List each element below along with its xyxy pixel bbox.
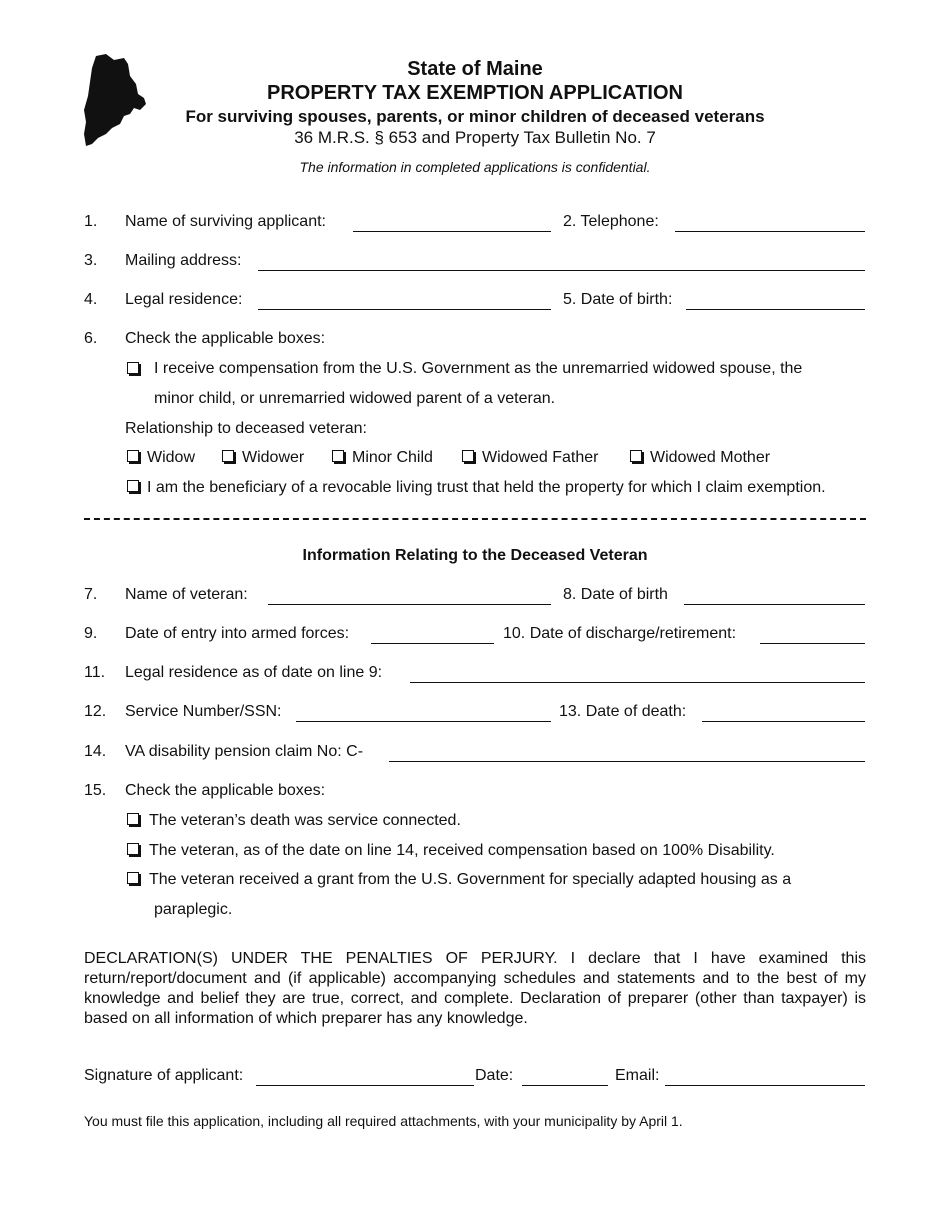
trust-checkbox[interactable] [127, 480, 139, 492]
veteran-check-label: Check the applicable boxes: [125, 782, 326, 799]
trust-row [127, 479, 826, 497]
line-number: 3. [84, 252, 98, 269]
line-number: 14. [84, 743, 107, 760]
legal-residence-row [0, 291, 950, 315]
service-number-label: Service Number/SSN: [125, 703, 282, 720]
service-number-row [0, 703, 950, 727]
compensation-checkbox[interactable] [127, 362, 139, 374]
line-number: 7. [84, 586, 98, 603]
applicant-dob-field[interactable] [686, 309, 865, 310]
declaration-text: DECLARATION(S) UNDER THE PENALTIES OF PERJURY. I declare that I have examined this return/report/document and (if applicable) accompanying schedules and statements and to the best of my knowledge and belief they are true, correct, and complete. Declaration of preparer (other than taxpayer) is based on all information of which preparer has any knowledge. [84, 950, 866, 1027]
minor-child-checkbox[interactable] [332, 450, 344, 462]
statute-reference: 36 M.R.S. § 653 and Property Tax Bulletin No. 7 [294, 128, 656, 147]
trust-label: I am the beneficiary of a revocable living trust that held the property for which I claim exemption. [147, 479, 826, 496]
legal-residence-field[interactable] [258, 309, 551, 310]
applicant-name-row [0, 213, 950, 237]
applicant-dob-label: 5. Date of birth: [563, 291, 673, 308]
disability-checkbox[interactable] [127, 843, 139, 855]
discharge-date-label: 10. Date of discharge/retirement: [503, 625, 737, 642]
signature-label: Signature of applicant: [84, 1067, 244, 1084]
veteran-check-row [0, 782, 950, 806]
relationship-widower [222, 449, 304, 467]
claim-number-label: VA disability pension claim No: C- [125, 743, 364, 760]
signature-date-label: Date: [475, 1067, 514, 1084]
widowed-mother-checkbox[interactable] [630, 450, 642, 462]
veteran-residence-label: Legal residence as of date on line 9: [125, 664, 383, 681]
applicant-name-label: Name of surviving applicant: [125, 213, 326, 230]
entry-date-label: Date of entry into armed forces: [125, 625, 350, 642]
widowed-mother-label: Widowed Mother [650, 449, 771, 466]
veteran-section-title: Information Relating to the Deceased Veteran [302, 547, 648, 564]
email-field[interactable] [665, 1085, 865, 1086]
mailing-address-row [0, 252, 950, 276]
line-number: 4. [84, 291, 98, 308]
email-label: Email: [615, 1067, 660, 1084]
discharge-date-field[interactable] [760, 643, 865, 644]
applicant-name-field[interactable] [353, 231, 551, 232]
relationship-label: Relationship to deceased veteran: [125, 420, 367, 437]
date-of-death-field[interactable] [702, 721, 865, 722]
veteran-name-field[interactable] [268, 604, 551, 605]
claim-number-row [0, 743, 950, 767]
state-title: State of Maine [407, 58, 543, 80]
grant-label-1: The veteran received a grant from the U.S. Government for specially adapted housing as a [149, 871, 792, 888]
applicant-check-row [0, 330, 950, 354]
death-connected-label: The veteran’s death was service connected. [149, 812, 461, 829]
filing-deadline-note: You must file this application, including all required attachments, with your municipality by April 1. [84, 1113, 683, 1129]
mailing-address-label: Mailing address: [125, 252, 242, 269]
signature-row [0, 1067, 950, 1091]
compensation-text-2: minor child, or unremarried widowed parent of a veteran. [154, 390, 556, 407]
claim-number-field[interactable] [389, 761, 865, 762]
widowed-father-checkbox[interactable] [462, 450, 474, 462]
relationship-widowed-father [462, 449, 599, 467]
relationship-widow [127, 449, 195, 467]
relationship-widowed-mother [630, 449, 770, 467]
veteran-name-label: Name of veteran: [125, 586, 248, 603]
date-of-death-label: 13. Date of death: [559, 703, 687, 720]
death-connected-row [127, 812, 461, 830]
service-dates-row [0, 625, 950, 649]
confidential-notice: The information in completed applications is confidential. [299, 159, 651, 175]
line-number: 15. [84, 782, 107, 799]
relationship-minor-child [332, 449, 433, 467]
mailing-address-field[interactable] [258, 270, 865, 271]
telephone-label: 2. Telephone: [563, 213, 659, 230]
line-number: 9. [84, 625, 98, 642]
compensation-text-1: I receive compensation from the U.S. Government as the unremarried widowed spouse, the [154, 360, 803, 377]
legal-residence-label: Legal residence: [125, 291, 243, 308]
minor-child-label: Minor Child [352, 449, 433, 466]
signature-date-field[interactable] [522, 1085, 608, 1086]
widowed-father-label: Widowed Father [482, 449, 599, 466]
telephone-field[interactable] [675, 231, 865, 232]
widow-checkbox[interactable] [127, 450, 139, 462]
veteran-name-row [0, 586, 950, 610]
widow-label: Widow [147, 449, 196, 466]
signature-field[interactable] [256, 1085, 474, 1086]
disability-label: The veteran, as of the date on line 14, received compensation based on 100% Disability. [149, 842, 775, 859]
page-subtitle: For surviving spouses, parents, or minor children of deceased veterans [185, 107, 765, 126]
grant-checkbox[interactable] [127, 872, 139, 884]
veteran-dob-label: 8. Date of birth [563, 586, 668, 603]
section-divider [84, 518, 866, 520]
veteran-residence-row [0, 664, 950, 688]
line-number: 12. [84, 703, 107, 720]
grant-label-2: paraplegic. [154, 901, 233, 918]
death-connected-checkbox[interactable] [127, 813, 139, 825]
line-number: 11. [84, 664, 106, 681]
entry-date-field[interactable] [371, 643, 494, 644]
widower-checkbox[interactable] [222, 450, 234, 462]
veteran-residence-field[interactable] [410, 682, 865, 683]
widower-label: Widower [242, 449, 305, 466]
disability-row [127, 842, 775, 860]
service-number-field[interactable] [296, 721, 551, 722]
line-number: 6. [84, 330, 98, 347]
compensation-checkbox-row [127, 361, 147, 379]
page-title: PROPERTY TAX EXEMPTION APPLICATION [267, 82, 683, 104]
veteran-dob-field[interactable] [684, 604, 865, 605]
line-number: 1. [84, 213, 98, 230]
applicant-check-label: Check the applicable boxes: [125, 330, 326, 347]
grant-row [127, 871, 791, 889]
